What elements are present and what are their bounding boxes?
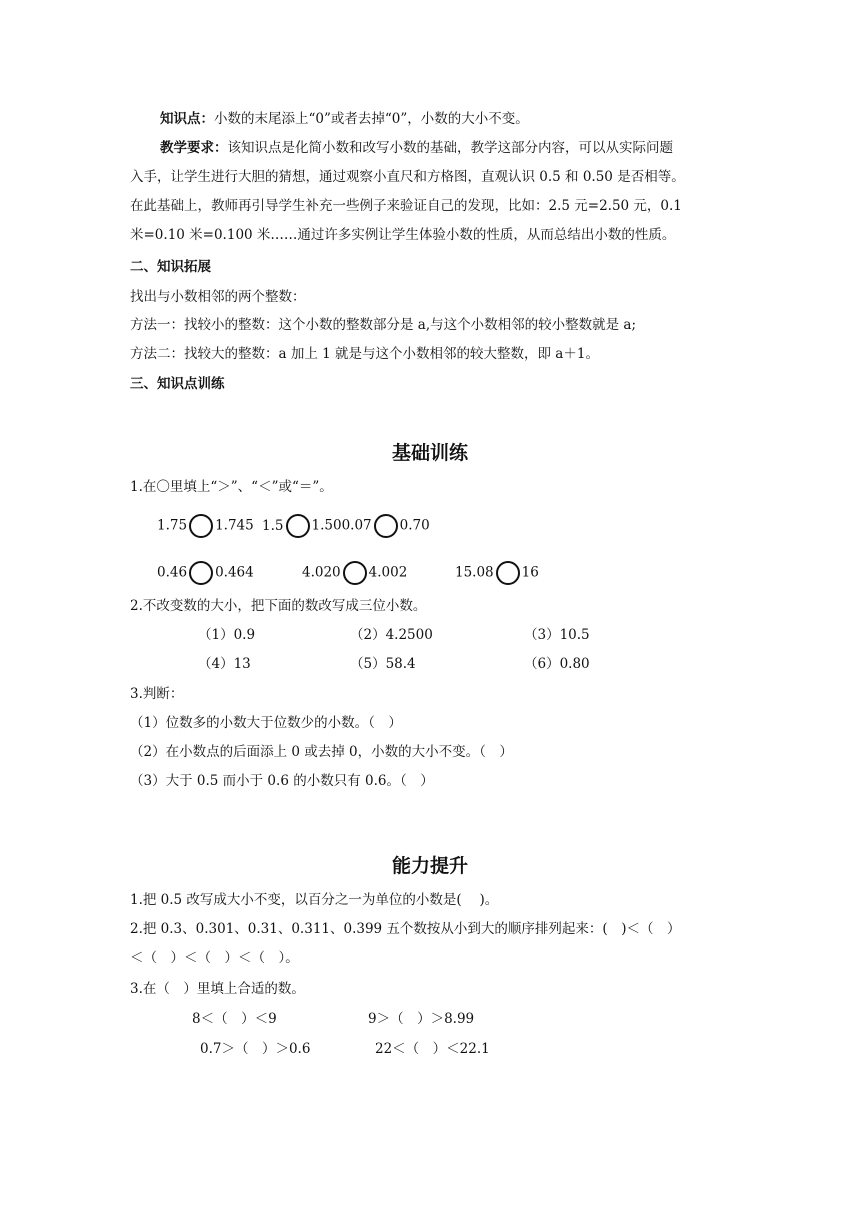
knowledge-text: 小数的末尾添上“0”或者去掉“0”，小数的大小不变。 [214, 111, 529, 127]
compare-circle[interactable] [189, 514, 213, 538]
ability-q2-line-2: ＜（ ）＜（ ）＜（ ）。 [130, 950, 299, 966]
compare-value: 0.70 [399, 517, 430, 534]
ability-title: 能力提升 [391, 855, 468, 877]
compare-value: 0.464 [215, 564, 254, 581]
rewrite-item: （4）13 [198, 656, 251, 672]
teaching-line-1 [160, 139, 673, 157]
compare-circle[interactable] [496, 561, 520, 585]
compare-row-2c [455, 561, 539, 585]
compare-value: 0.46 [157, 564, 188, 581]
judge-item: （1）位数多的小数大于位数少的小数。（ ） [130, 715, 402, 731]
teaching-line-3: 在此基础上，教师再引导学生补充一些例子来验证自己的发现，比如：2.5 元=2.50 元，0.1 [130, 198, 682, 214]
teaching-line-2: 入手，让学生进行大胆的猜想，通过观察小直尺和方格图，直观认识 0.5 和 0.50 是否相等。 [130, 169, 685, 185]
compare-value: 4.020 [302, 564, 341, 581]
compare-value: 0.07 [341, 517, 372, 534]
judge-item: （3）大于 0.5 而小于 0.6 的小数只有 0.6。（ ） [130, 773, 434, 789]
section-heading-training: 三、知识点训练 [130, 376, 225, 392]
expand-line-1: 找出与小数相邻的两个整数： [130, 289, 306, 305]
compare-value: 1.745 [215, 517, 254, 534]
compare-row-2 [157, 561, 254, 585]
basic-q3-prompt: 3.判断： [130, 686, 184, 702]
compare-circle[interactable] [343, 561, 367, 585]
teaching-label: 教学要求： [160, 140, 228, 156]
judge-item: （2）在小数点的后面添上 0 或去掉 0，小数的大小不变。（ ） [130, 744, 513, 760]
compare-value: 1.50 [311, 517, 342, 534]
basic-q1-prompt: 1.在〇里填上“＞”、“＜”或“＝”。 [130, 479, 333, 495]
section-heading-expand: 二、知识拓展 [130, 259, 211, 275]
compare-value: 1.5 [262, 517, 284, 534]
ability-q3-prompt: 3.在（ ）里填上合适的数。 [130, 981, 305, 997]
compare-row-1 [157, 514, 430, 538]
knowledge-point [160, 110, 529, 128]
compare-value: 15.08 [455, 564, 494, 581]
expand-line-2: 方法一：找较小的整数：这个小数的整数部分是 a,与这个小数相邻的较小整数就是 a; [130, 317, 637, 333]
compare-value: 1.75 [157, 517, 188, 534]
fill-item: 9＞（ ）＞8.99 [368, 1011, 475, 1027]
expand-line-3: 方法二：找较大的整数：a 加上 1 就是与这个小数相邻的较大整数，即 a＋1。 [130, 346, 599, 362]
teaching-line-4: 米=0.10 米=0.100 米……通过许多实例让学生体验小数的性质，从而总结出小数的性质。 [130, 227, 676, 243]
compare-row-2b [302, 561, 407, 585]
rewrite-item: （2）4.2500 [350, 627, 433, 643]
compare-circle[interactable] [286, 514, 310, 538]
ability-q1: 1.把 0.5 改写成大小不变，以百分之一为单位的小数是( )。 [130, 892, 499, 908]
ability-q2-line-1: 2.把 0.3、0.301、0.31、0.311、0.399 五个数按从小到大的顺序排列起来：( )＜（ ） [130, 921, 681, 937]
basic-training-title: 基础训练 [391, 442, 468, 464]
rewrite-item: （6）0.80 [524, 656, 590, 672]
teaching-text-1: 该知识点是化简小数和改写小数的基础，教学这部分内容，可以从实际问题 [227, 140, 673, 156]
fill-item: 8＜（ ）＜9 [192, 1011, 277, 1027]
compare-circle[interactable] [189, 561, 213, 585]
knowledge-label: 知识点： [160, 111, 214, 127]
rewrite-item: （1）0.9 [198, 627, 256, 643]
basic-q2-prompt: 2.不改变数的大小，把下面的数改写成三位小数。 [130, 598, 427, 614]
compare-value: 4.002 [368, 564, 408, 581]
rewrite-item: （3）10.5 [524, 627, 590, 643]
compare-circle[interactable] [374, 514, 398, 538]
fill-item: 0.7＞（ ）＞0.6 [200, 1041, 311, 1057]
fill-item: 22＜（ ）＜22.1 [375, 1041, 490, 1057]
compare-value: 16 [521, 564, 539, 581]
rewrite-item: （5）58.4 [350, 656, 416, 672]
